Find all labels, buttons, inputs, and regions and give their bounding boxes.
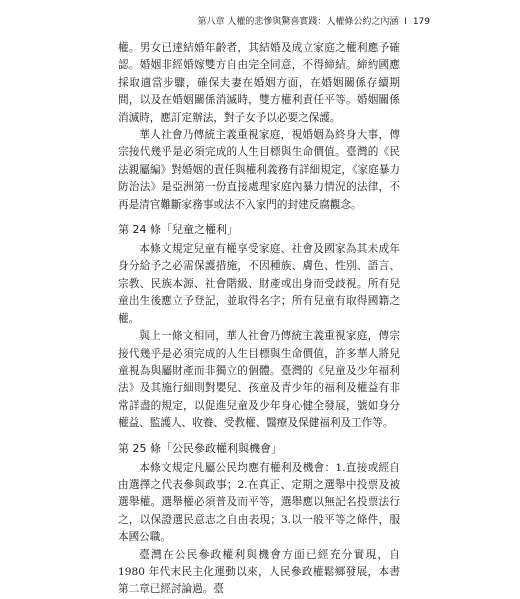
paragraph: 權。男女已達結婚年齡者，其結婚及成立家庭之權利應予確認。婚姻非經婚嫁雙方自由完全同意，不得締結。締約國應採取適當步驟，確保夫妻在婚姻方面，在婚姻關係存續期間，以及在婚姻關係消滅時，雙方權利責任平等。婚姻關係消滅時，應訂定辦法，對子女予以必要之保護。 — [118, 42, 400, 124]
body-text — [118, 40, 400, 599]
paragraph: 本條文規定凡屬公民均應有權利及機會：1.直接或經自由選擇之代表參與政事；2.在真正、定期之選舉中投票及被選舉權。選舉權必須普及而平等，選舉應以無記名投票法行之，以保證選民意志之自由表現；3.以一般平等之條件，服本國公職。 — [118, 461, 400, 544]
paragraph: 臺灣在公民參政權利與機會方面已經充分實現，自 1980 年代末民主化運動以來，人民參政權鬆鄉發展，本書第二章已經討論過。臺 — [118, 548, 400, 596]
page-number: 179 — [412, 17, 430, 27]
section-heading-article-24: 第 24 條「兒童之權利」 — [118, 223, 238, 237]
paragraph: 與上一條文相同，華人社會乃傳統主義重視家庭，傳宗接代幾乎是必須完成的人生目標與生命價值，許多華人將兒童視為與屬財產而非獨立的個體。臺灣的《兒童及少年福利法》及其施行細則對嬰兒、孩童及青少年的福利及權益有非常詳盡的規定，以促進兒童及少年身心健全發展，號如身分權益、監護人、收養、受教權、醫療及保健福利及工作等。 — [118, 330, 400, 430]
paragraph: 華人社會乃傳統主義重視家庭，視婚姻為終身大事，傳宗接代幾乎是必須完成的人生目標與生命價值。臺灣的《民法親屬編》對婚姻的責任與權利義務有詳細規定，《家庭暴力防治法》是亞洲第一份直接處理家庭內暴力情況的法律，不再是清官難斷家務事或法不入家門的封建反腐觀念。 — [118, 129, 400, 211]
chapter-label: 第八章 — [197, 17, 225, 27]
section-heading-article-25: 第 25 條「公民參政權利與機會」 — [118, 441, 282, 455]
paragraph: 本條文規定兒童有權享受家庭、社會及國家為其未成年身分給予之必需保護措施，不因種族、膚色、性別、語言、宗教、民族本源、社會階級、財產或出身而受歧視。所有兒童出生後應立予登記，並取得名字；所有兒童有取得國籍之權。 — [118, 243, 400, 325]
chapter-title: 人權的悲慘與驚喜實踐：人權條公約之內涵 — [227, 17, 399, 27]
running-header — [0, 14, 430, 27]
header-separator: I — [404, 17, 407, 27]
